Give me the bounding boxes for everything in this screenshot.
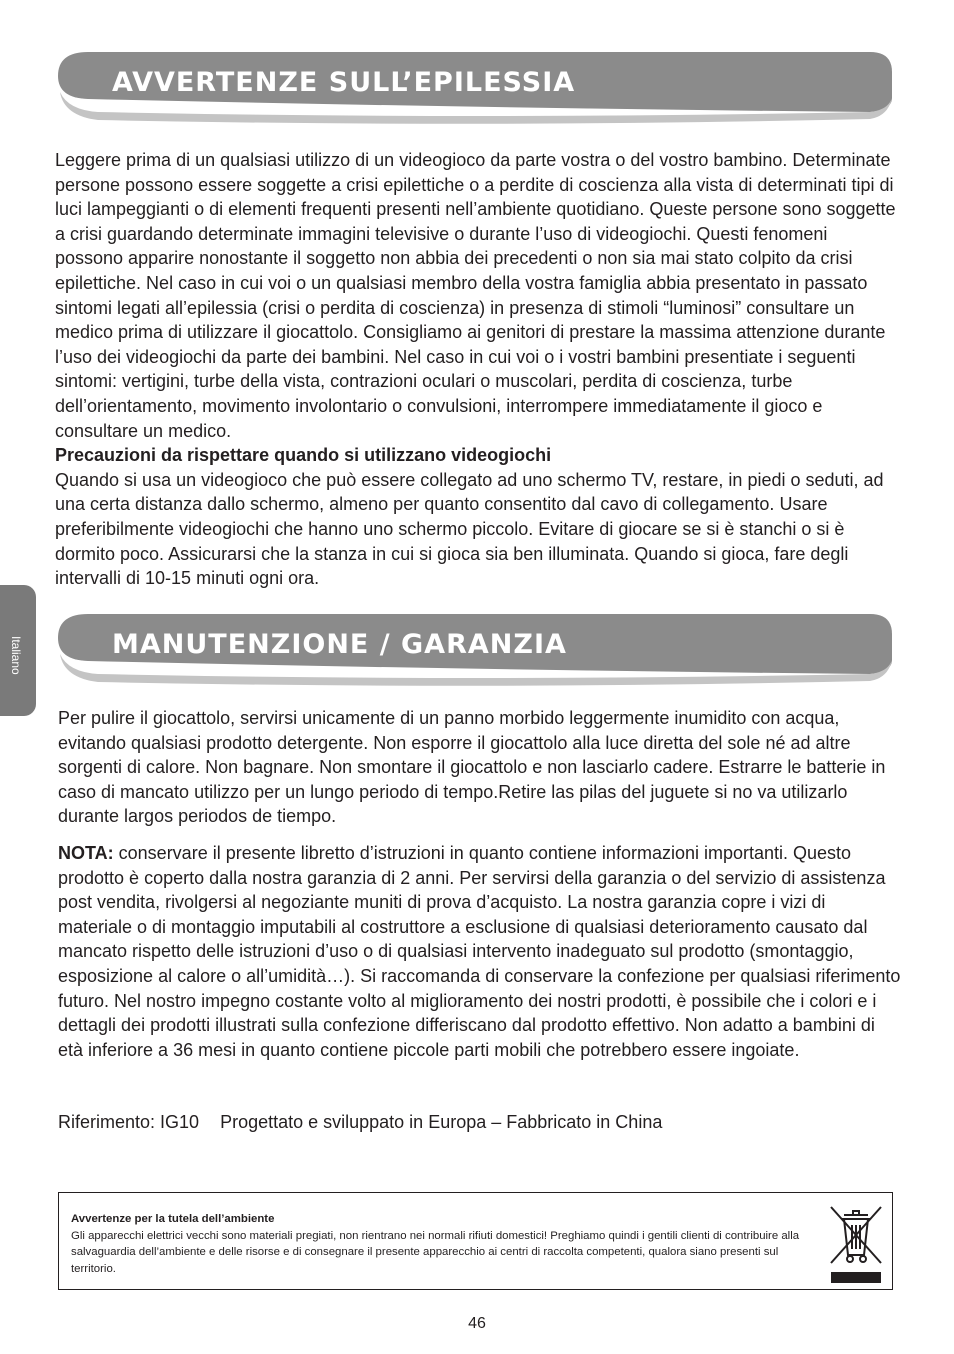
epilepsy-section-header: [58, 52, 892, 127]
section-title: AVVERTENZE SULL’EPILESSIA: [112, 67, 576, 98]
section-title: MANUTENZIONE / GARANZIA: [112, 629, 567, 660]
origin-statement: Progettato e sviluppato in Europa – Fabbricato in China: [220, 1112, 663, 1132]
reference-code: Riferimento: IG10: [58, 1112, 200, 1132]
nota-label: NOTA:: [58, 842, 114, 863]
environment-notice: [58, 1192, 893, 1290]
nota-text: conservare il presente libretto d’istruzioni in quanto contiene informazioni importanti. Questo prodotto è coperto dalla nostra garanzia di 2 anni. Per servirsi della garanzia o del servizio di assistenza post vendita, rivolgersi al negoziante muniti di prova d’acquisto. La nostra garanzia copre i vizi di materiale o di montaggio imputabili al costruttore a esclusione di qualsiasi deterioramento causato dal mancato rispetto delle istruzioni d’uso o di qualsiasi intervento inadeguato sul prodotto (smontaggio, esposizione al calore o all’umidità…). Si raccomanda di conservare la confezione per qualsiasi riferimento futuro. Nel nostro impegno costante volto al miglioramento dei nostri prodotti, è possibile che i colori e i dettagli dei prodotti illustrati sulla confezione differiscano dal prodotto effettivo. Non adatto a bambini di età inferiore a 36 mesi in quanto contiene piccole parti mobili che potrebbero essere ingoiate.: [58, 842, 901, 1060]
maintenance-section-header: [58, 614, 892, 689]
language-side-tab-label: Italiano: [9, 635, 23, 675]
environment-title: Avvertenze per la tutela dell’ambiente: [71, 1213, 275, 1225]
precautions-paragraph: Quando si usa un videogioco che può essere collegato ad uno schermo TV, restare, in piedi o seduti, ad una certa distanza dallo schermo, almeno per quanto consentito dal cavo di collegamento. Usare preferibilmente videogiochi che hanno uno schermo piccolo. Evitare di giocare se si è stanchi o si è dormito poco. Assicurarsi che la stanza in cui si gioca sia ben illuminata. Quando si gioca, fare degli intervalli di 10-15 minuti ogni ora.: [55, 469, 884, 589]
maintenance-paragraph: Per pulire il giocattolo, servirsi unicamente di un panno morbido leggermente inumidito con acqua, evitando qualsiasi prodotto detergente. Non esporre il giocattolo alla luce diretta del sole né ad altre sorgenti di calore. Non bagnare. Non smontare il giocattolo e non lasciarlo cadere. Estrarre le batterie in caso di mancato utilizzo per un lungo periodo di tempo.Retire las pilas del juguete si no va utilizarlo durante largos periodos de tiempo.: [58, 708, 886, 827]
reference-line: [58, 1112, 662, 1133]
environment-text: Gli apparecchi elettrici vecchi sono materiali pregiati, non rientrano nei normali rifiuti domestici! Preghiamo quindi i gentili clienti di contribuire alla salvaguardia dell’ambiente e delle risorse e di consegnare il presente apparecchio ai centri di raccolta competenti, qualora siano presenti sul territorio.: [71, 1229, 800, 1275]
crossed-out-wheelie-bin-icon: [827, 1201, 885, 1285]
epilepsy-paragraph: Leggere prima di un qualsiasi utilizzo di un videogioco da parte vostra o del vostro bambino. Determinate persone possono essere soggette a crisi epilettiche o a perdite di coscienza alla vista di determinati tipi di luci lampeggianti o di elementi frequenti presenti nell’ambiente quotidiano. Queste persone sono soggette a crisi guardando determinate immagini televisive o durante l’uso di videogiochi. Questi fenomeni possono apparire nonostante il soggetto non abbia dei precedenti o non sia mai stato colpito da crisi epilettiche. Nel caso in cui voi o un qualsiasi membro della vostra famiglia abbia presentato in passato sintomi legati all’epilessia (crisi o perdita di coscienza) in presenza di stimoli “luminosi” consultare un medico prima di utilizzare il giocattolo. Consigliamo ai genitori di prestare la massima attenzione durante l’uso dei videogiochi da parte dei bambini. Nel caso in cui voi o i vostri bambini presentiate i seguenti sintomi: vertigini, turbe della vista, contrazioni oculari o muscolari, perdita di coscienza, turbe dell’orientamento, movimento involontario o convulsioni, interrompere immediatamente il gioco e consultare un medico.: [55, 150, 896, 441]
page-number: 46: [468, 1315, 486, 1332]
epilepsy-body: [55, 148, 900, 591]
nota-paragraph: [58, 841, 903, 1062]
precautions-heading: Precauzioni da rispettare quando si utilizzano videogiochi: [55, 445, 552, 466]
environment-text-block: [71, 1211, 801, 1277]
maintenance-body: [58, 706, 903, 1062]
